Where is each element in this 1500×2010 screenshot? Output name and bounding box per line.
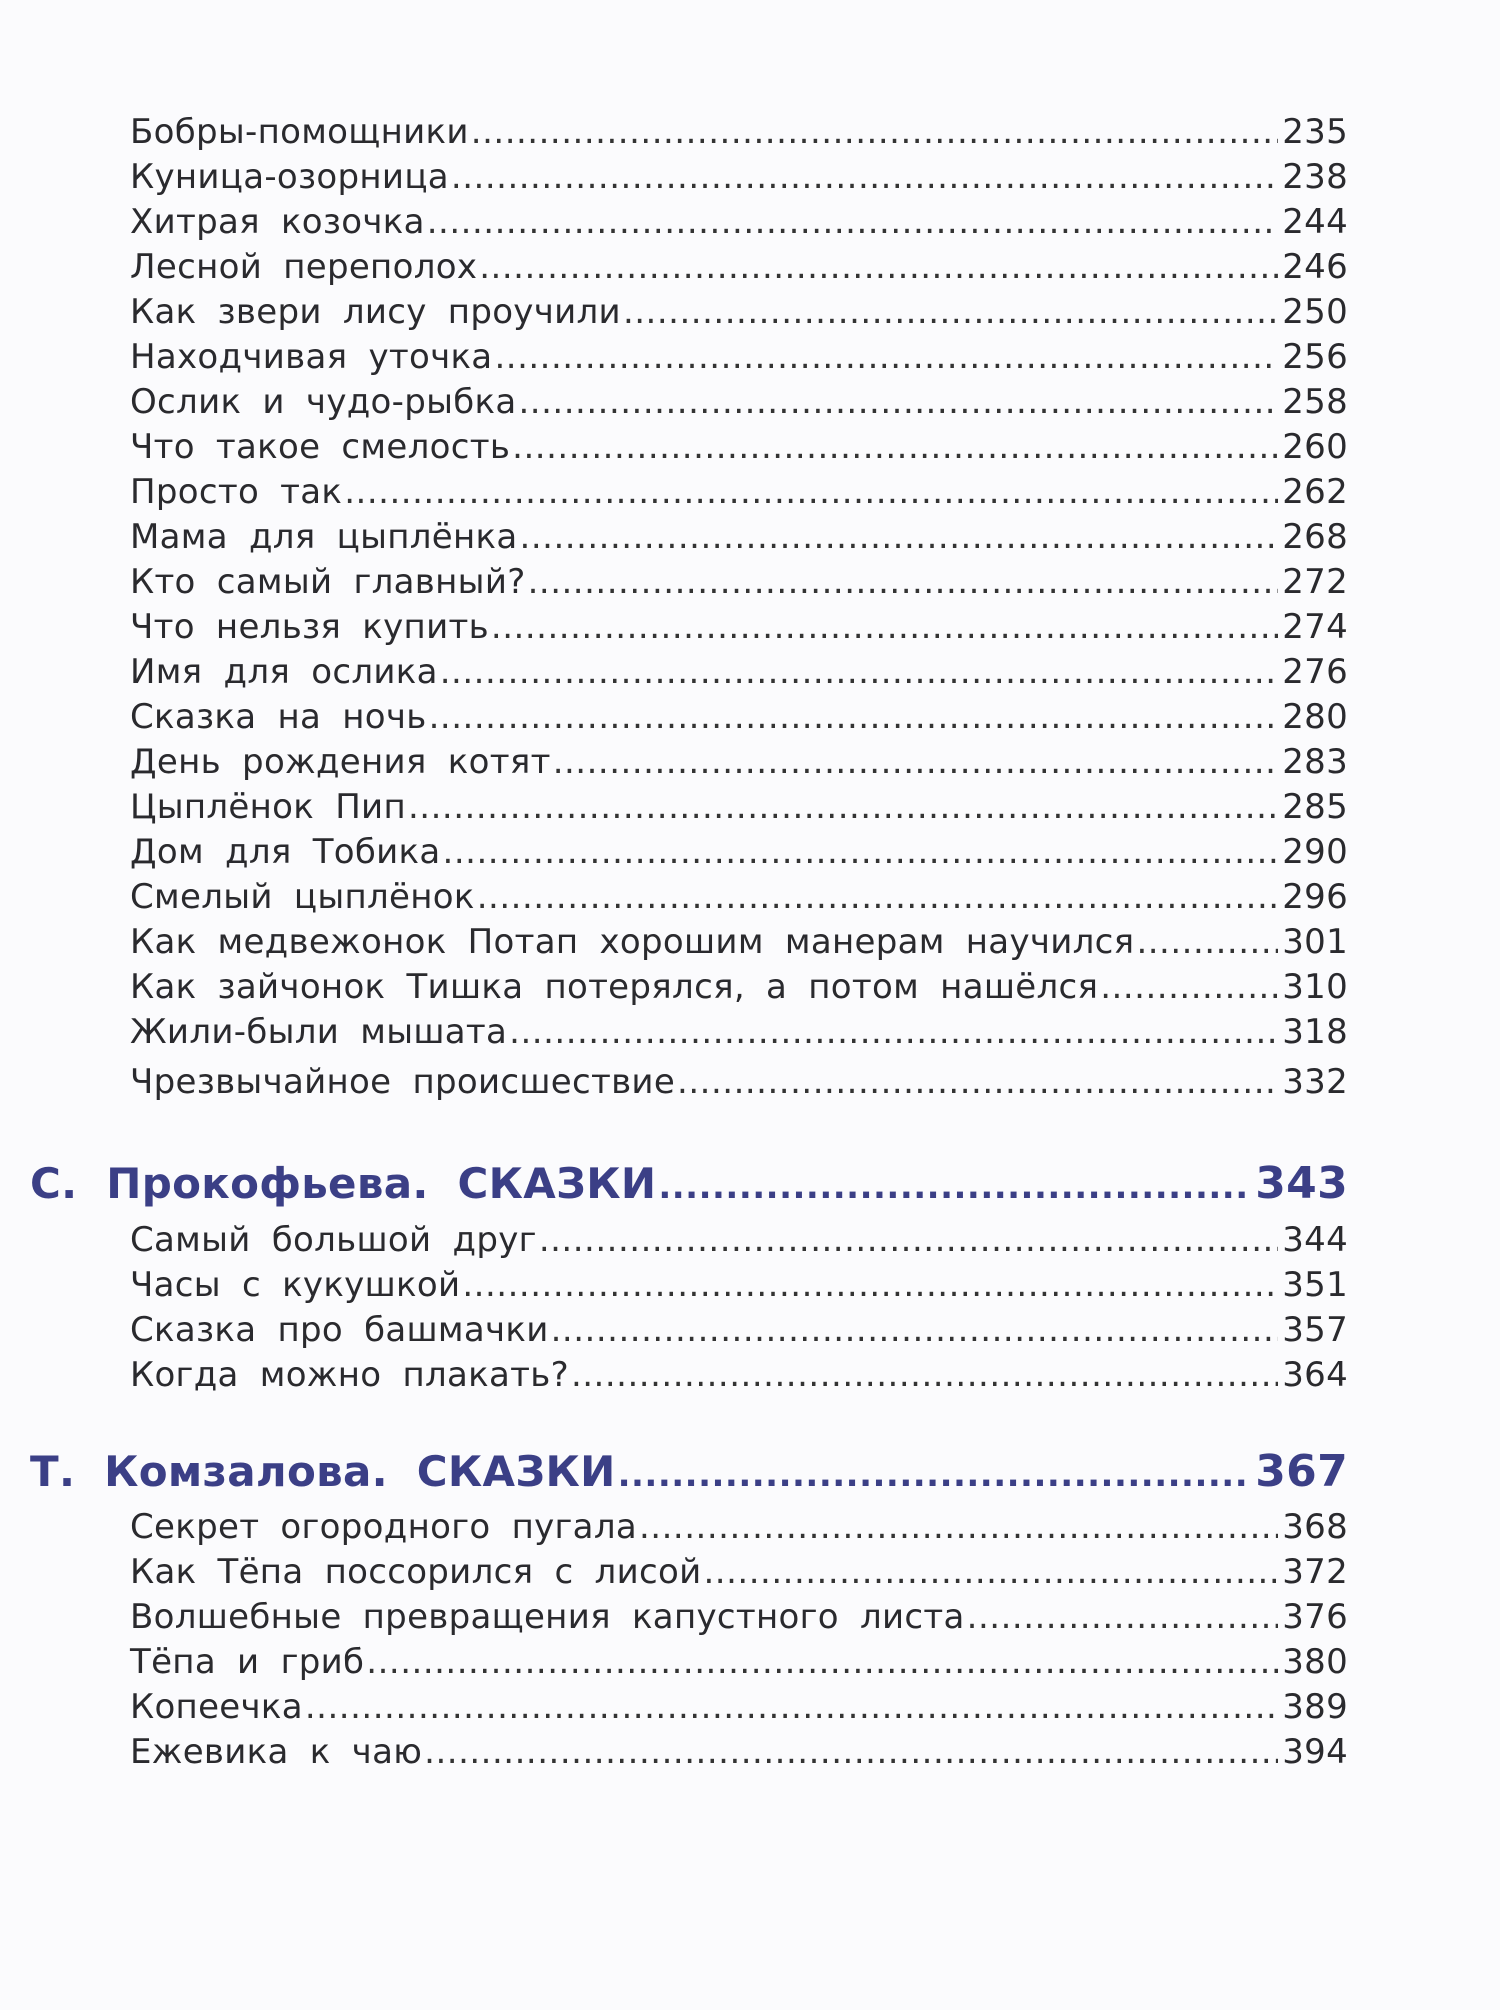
- toc-entry-title: Когда можно плакать?: [130, 1355, 569, 1395]
- toc-entry: [130, 607, 1348, 647]
- dot-leader: [967, 1597, 1279, 1637]
- toc-entry-title: Волшебные превращения капустного листа: [130, 1597, 965, 1637]
- dot-leader: [512, 427, 1278, 467]
- toc-entry-page: 238: [1282, 157, 1348, 197]
- toc-entry-page: 274: [1282, 607, 1348, 647]
- toc-entry-page: 262: [1282, 472, 1348, 512]
- dot-leader: [520, 517, 1279, 557]
- toc-entry: [130, 832, 1348, 872]
- toc-entry-title: Имя для ослика: [130, 652, 438, 692]
- toc-entry-page: 318: [1282, 1012, 1348, 1052]
- dot-leader: [424, 1732, 1278, 1772]
- toc-entry: [130, 1220, 1348, 1260]
- toc-entry-title: Сказка на ночь: [130, 697, 427, 737]
- toc-entry: [130, 112, 1348, 152]
- toc-entry: [130, 202, 1348, 242]
- toc-entry: [130, 877, 1348, 917]
- toc-entry-title: Тёпа и гриб: [130, 1642, 365, 1682]
- toc-entry-page: 285: [1282, 787, 1348, 827]
- toc-entry: [130, 1012, 1348, 1052]
- dot-leader: [366, 1642, 1278, 1682]
- toc-entry-title: Чрезвычайное происшествие: [130, 1062, 676, 1102]
- toc-entry-title: Самый большой друг: [130, 1220, 537, 1260]
- toc-entry: [130, 337, 1348, 377]
- dot-leader: [344, 472, 1278, 512]
- toc-entry-title: Сказка про башмачки: [130, 1310, 549, 1350]
- toc-entry-page: 276: [1282, 652, 1348, 692]
- toc-entry-title: Как медвежонок Потап хорошим манерам научился: [130, 922, 1135, 962]
- section-heading-page: 367: [1255, 1446, 1348, 1497]
- toc-entry: [130, 517, 1348, 557]
- section-heading-page: 343: [1255, 1158, 1348, 1209]
- toc-entry-page: 250: [1282, 292, 1348, 332]
- dot-leader: [623, 292, 1278, 332]
- toc-entry-page: 268: [1282, 517, 1348, 557]
- dot-leader: [639, 1507, 1278, 1547]
- toc-entry: [130, 1732, 1348, 1772]
- dot-leader: [553, 742, 1279, 782]
- dot-leader: [703, 1552, 1278, 1592]
- toc-entry: [130, 1597, 1348, 1637]
- dot-leader: [451, 157, 1278, 197]
- dot-leader: [1136, 922, 1278, 962]
- dot-leader: [1100, 967, 1278, 1007]
- dot-leader: [427, 202, 1278, 242]
- toc-entry-title: Что такое смелость: [130, 427, 511, 467]
- toc-entry: [130, 1355, 1348, 1395]
- toc-entry-title: День рождения котят: [130, 742, 551, 782]
- toc-entry-title: Дом для Тобика: [130, 832, 441, 872]
- toc-entry-page: 244: [1282, 202, 1348, 242]
- toc-entry-page: 344: [1282, 1220, 1348, 1260]
- toc-entry-page: 260: [1282, 427, 1348, 467]
- dot-leader: [477, 877, 1278, 917]
- toc-entry-page: 235: [1282, 112, 1348, 152]
- toc-entry-title: Как звери лису проучили: [130, 292, 621, 332]
- toc-entry-page: 364: [1282, 1355, 1348, 1395]
- dot-leader: [491, 607, 1278, 647]
- dot-leader: [539, 1220, 1278, 1260]
- toc-entry-title: Куница-озорница: [130, 157, 449, 197]
- toc-entry-title: Ослик и чудо-рыбка: [130, 382, 517, 422]
- toc-entry-title: Копеечка: [130, 1687, 303, 1727]
- toc-entry-page: 332: [1282, 1062, 1348, 1102]
- dot-leader: [528, 562, 1279, 602]
- toc-entry-page: 376: [1282, 1597, 1348, 1637]
- toc-entry-page: 372: [1282, 1552, 1348, 1592]
- dot-leader: [408, 787, 1278, 827]
- toc-entry-page: 296: [1282, 877, 1348, 917]
- toc-entry-title: Просто так: [130, 472, 343, 512]
- dot-leader: [677, 1062, 1278, 1102]
- section-heading-title: Т. Комзалова. СКАЗКИ: [30, 1447, 616, 1496]
- toc-entry-page: 394: [1282, 1732, 1348, 1772]
- toc-entry-page: 389: [1282, 1687, 1348, 1727]
- dot-leader: [658, 1163, 1251, 1211]
- toc-entry-title: Что нельзя купить: [130, 607, 489, 647]
- toc-entry-page: 258: [1282, 382, 1348, 422]
- toc-entry: [130, 1507, 1348, 1547]
- toc-entry: [130, 1687, 1348, 1727]
- dot-leader: [509, 1012, 1278, 1052]
- toc-entry-title: Цыплёнок Пип: [130, 787, 406, 827]
- toc-entry: [130, 1062, 1348, 1102]
- toc-entry-page: 246: [1282, 247, 1348, 287]
- toc-entry: [130, 697, 1348, 737]
- toc-entry: [130, 1552, 1348, 1592]
- toc-entry-page: 380: [1282, 1642, 1348, 1682]
- dot-leader: [429, 697, 1279, 737]
- toc-entry: [130, 292, 1348, 332]
- dot-leader: [462, 1265, 1278, 1305]
- toc-entry: [130, 652, 1348, 692]
- toc-entry: [130, 157, 1348, 197]
- toc-entry-page: 368: [1282, 1507, 1348, 1547]
- toc-entry-title: Хитрая козочка: [130, 202, 425, 242]
- toc-entry: [130, 1310, 1348, 1350]
- toc-entry: [130, 1642, 1348, 1682]
- toc-entry-page: 280: [1282, 697, 1348, 737]
- dot-leader: [618, 1451, 1252, 1499]
- toc-entry: [130, 562, 1348, 602]
- section-heading-title: С. Прокофьева. СКАЗКИ: [30, 1159, 657, 1208]
- toc-entry-page: 357: [1282, 1310, 1348, 1350]
- dot-leader: [305, 1687, 1278, 1727]
- toc-entry: [130, 922, 1348, 962]
- toc-entry: [130, 472, 1348, 512]
- toc-entry: [130, 1265, 1348, 1305]
- toc-entry-title: Находчивая уточка: [130, 337, 493, 377]
- dot-leader: [440, 652, 1278, 692]
- toc-entry-page: 283: [1282, 742, 1348, 782]
- toc-entry-title: Кто самый главный?: [130, 562, 526, 602]
- toc-entry-page: 272: [1282, 562, 1348, 602]
- section-heading: [30, 1448, 1348, 1496]
- toc-entry-title: Лесной переполох: [130, 247, 478, 287]
- dot-leader: [571, 1355, 1278, 1395]
- dot-leader: [551, 1310, 1279, 1350]
- dot-leader: [479, 247, 1278, 287]
- toc-entry-title: Жили-были мышата: [130, 1012, 508, 1052]
- toc-entry: [130, 382, 1348, 422]
- dot-leader: [443, 832, 1279, 872]
- toc-entry: [130, 742, 1348, 782]
- toc-entry-title: Мама для цыплёнка: [130, 517, 518, 557]
- toc-entry-title: Бобры-помощники: [130, 112, 469, 152]
- toc-entry: [130, 247, 1348, 287]
- toc-entry-page: 310: [1282, 967, 1348, 1007]
- dot-leader: [471, 112, 1278, 152]
- toc-entry: [130, 787, 1348, 827]
- section-heading: [30, 1160, 1348, 1208]
- toc-entry-title: Как зайчонок Тишка потерялся, а потом нашёлся: [130, 967, 1099, 1007]
- toc-entry: [130, 427, 1348, 467]
- toc-entry-title: Ежевика к чаю: [130, 1732, 423, 1772]
- toc-entry-title: Секрет огородного пугала: [130, 1507, 637, 1547]
- toc-entry-page: 290: [1282, 832, 1348, 872]
- toc-entry-page: 301: [1282, 922, 1348, 962]
- toc-entry-page: 256: [1282, 337, 1348, 377]
- dot-leader: [494, 337, 1278, 377]
- toc-entry-page: 351: [1282, 1265, 1348, 1305]
- toc-entry-title: Часы с кукушкой: [130, 1265, 461, 1305]
- toc-entry-title: Смелый цыплёнок: [130, 877, 475, 917]
- toc-entry: [130, 967, 1348, 1007]
- toc-entry-title: Как Тёпа поссорился с лисой: [130, 1552, 702, 1592]
- dot-leader: [518, 382, 1278, 422]
